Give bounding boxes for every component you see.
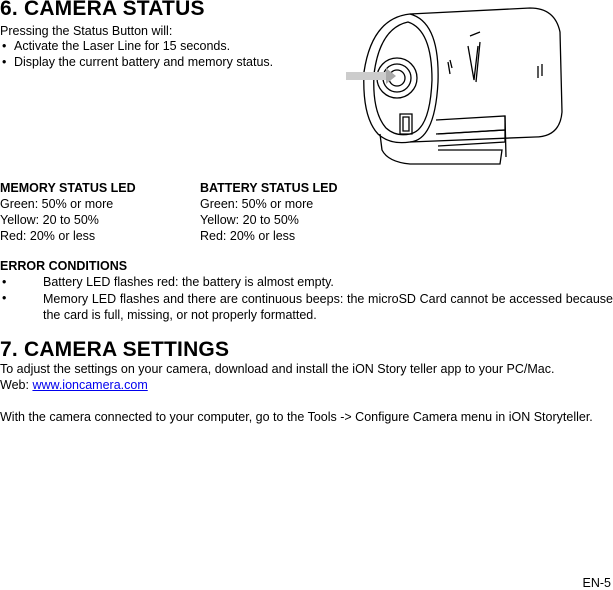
web-label: Web: bbox=[0, 378, 29, 392]
battery-led-line: Yellow: 20 to 50% bbox=[200, 213, 299, 227]
section-heading-camera-status: 6. CAMERA STATUS bbox=[0, 0, 205, 20]
settings-instructions: With the camera connected to your computer, go to the Tools -> Configure Camera menu in iON Storyteller. bbox=[0, 410, 593, 424]
section-heading-camera-settings: 7. CAMERA SETTINGS bbox=[0, 338, 230, 361]
bullet-icon: • bbox=[2, 291, 7, 305]
error-item: Battery LED flashes red: the battery is almost empty. bbox=[43, 275, 334, 289]
bullet-icon: • bbox=[2, 55, 7, 69]
web-line bbox=[0, 378, 148, 392]
error-conditions-title: ERROR CONDITIONS bbox=[0, 259, 128, 273]
intro-text: Pressing the Status Button will: bbox=[0, 24, 173, 38]
battery-led-line: Red: 20% or less bbox=[200, 229, 296, 243]
battery-led-title: BATTERY STATUS LED bbox=[200, 181, 338, 195]
camera-illustration bbox=[340, 2, 612, 170]
error-item: Memory LED flashes and there are continuous beeps: the microSD Card cannot be accessed because the card is full, missing, or not properly formatted. bbox=[43, 292, 613, 322]
page-number: EN-5 bbox=[582, 576, 611, 590]
memory-led-line: Yellow: 20 to 50% bbox=[0, 213, 99, 227]
memory-led-line: Green: 50% or more bbox=[0, 197, 114, 211]
battery-led-line: Green: 50% or more bbox=[200, 197, 314, 211]
bullet-icon: • bbox=[2, 39, 7, 53]
bullet-icon: • bbox=[2, 275, 7, 289]
settings-paragraph: To adjust the settings on your camera, download and install the iON Story teller app to your PC/Mac. bbox=[0, 362, 555, 376]
website-link[interactable]: www.ioncamera.com bbox=[32, 378, 148, 392]
memory-led-line: Red: 20% or less bbox=[0, 229, 96, 243]
bullet-item: Activate the Laser Line for 15 seconds. bbox=[14, 39, 231, 53]
bullet-item: Display the current battery and memory status. bbox=[14, 55, 274, 69]
memory-led-title: MEMORY STATUS LED bbox=[0, 181, 136, 195]
